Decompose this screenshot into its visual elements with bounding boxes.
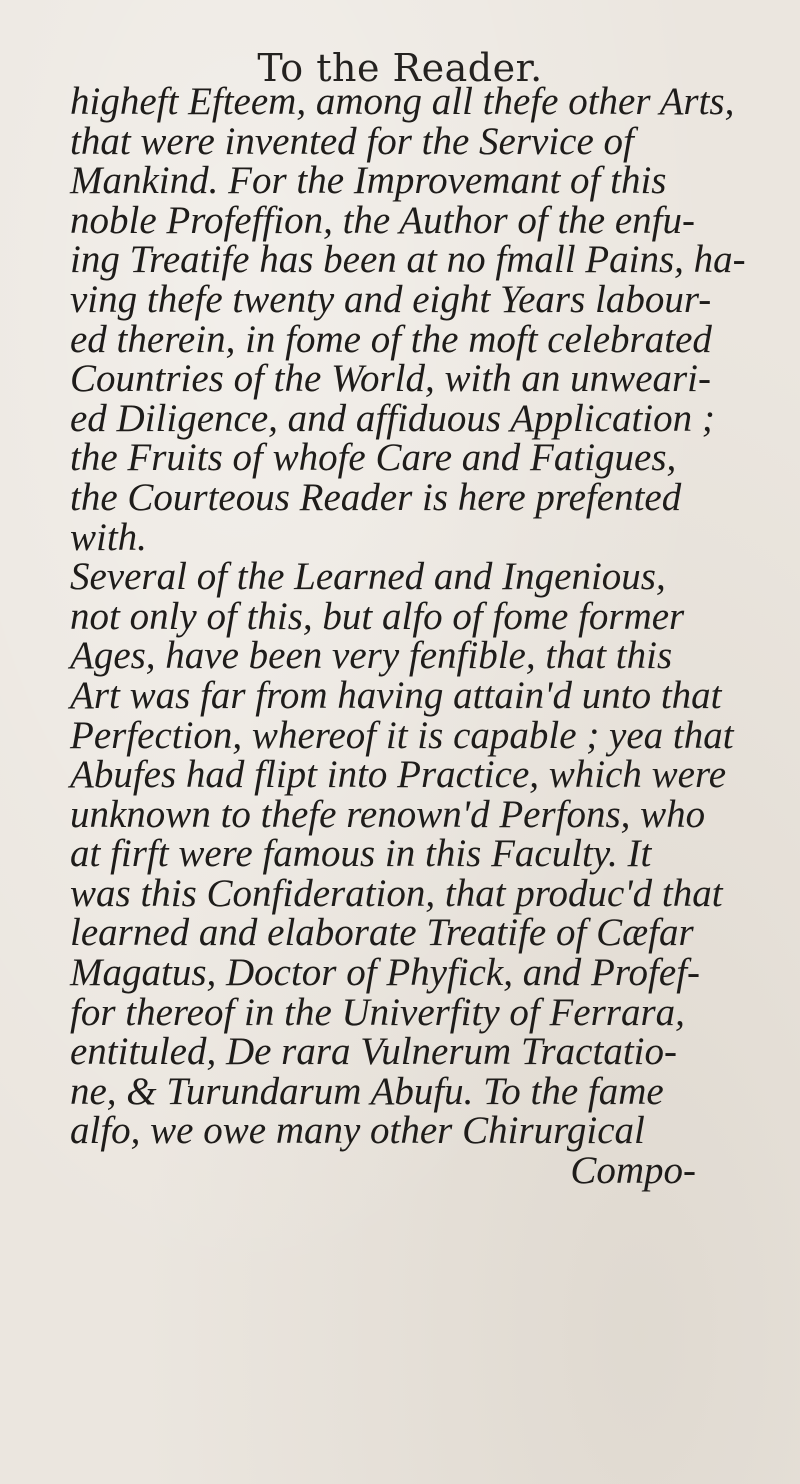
- text-line: entituled, De rara Vulnerum Tractatio-: [70, 1030, 677, 1074]
- text-line: noble Profeffion, the Author of the enfu-: [70, 198, 695, 242]
- text-line: was this Confideration, that produc'd that: [70, 871, 723, 915]
- text-line: Mankind. For the Improvemant of this: [70, 159, 667, 203]
- text-line: the Courteous Reader is here prefented: [70, 475, 682, 519]
- text-line: ing Treatife has been at no fmall Pains, ha-: [70, 238, 746, 282]
- page-heading: To the Reader.: [257, 46, 543, 90]
- text-line: alfo, we owe many other Chirurgical: [70, 1109, 645, 1153]
- text-line: that were invented for the Service of: [70, 119, 634, 163]
- text-line: Magatus, Doctor of Phyfick, and Profef-: [70, 951, 701, 995]
- text-line: Art was far from having attain'd unto that: [70, 673, 722, 717]
- text-line: ed therein, in fome of the moft celebrated: [70, 317, 712, 361]
- text-line: for thereof in the Univerfity of Ferrara,: [70, 990, 685, 1034]
- catchword: Compo-: [570, 1149, 696, 1193]
- text-line: ving thefe twenty and eight Years labour-: [70, 277, 712, 321]
- text-line: ne, & Turundarum Abufu. To the fame: [70, 1069, 664, 1113]
- text-line: learned and elaborate Treatife of Cæfar: [70, 911, 694, 955]
- text-line: the Fruits of whofe Care and Fatigues,: [70, 436, 677, 480]
- body-text: [70, 82, 790, 1191]
- text-line: not only of this, but alfo of fome former: [70, 594, 685, 638]
- text-line: at firft were famous in this Faculty. It: [70, 832, 652, 876]
- text-line: ed Diligence, and affiduous Application ;: [70, 396, 715, 440]
- text-line: higheft Efteem, among all thefe other Arts,: [70, 80, 735, 123]
- text-line: Countries of the World, with an unweari-: [70, 357, 712, 401]
- text-line: Perfection, whereof it is capable ; yea that: [70, 713, 734, 757]
- text-line: Abufes had flipt into Practice, which were: [70, 753, 727, 797]
- text-line: Ages, have been very fenfible, that this: [70, 634, 673, 678]
- text-line: with.: [70, 515, 147, 559]
- text-line: Several of the Learned and Ingenious,: [70, 555, 666, 599]
- text-line: unknown to thefe renown'd Perfons, who: [70, 792, 706, 836]
